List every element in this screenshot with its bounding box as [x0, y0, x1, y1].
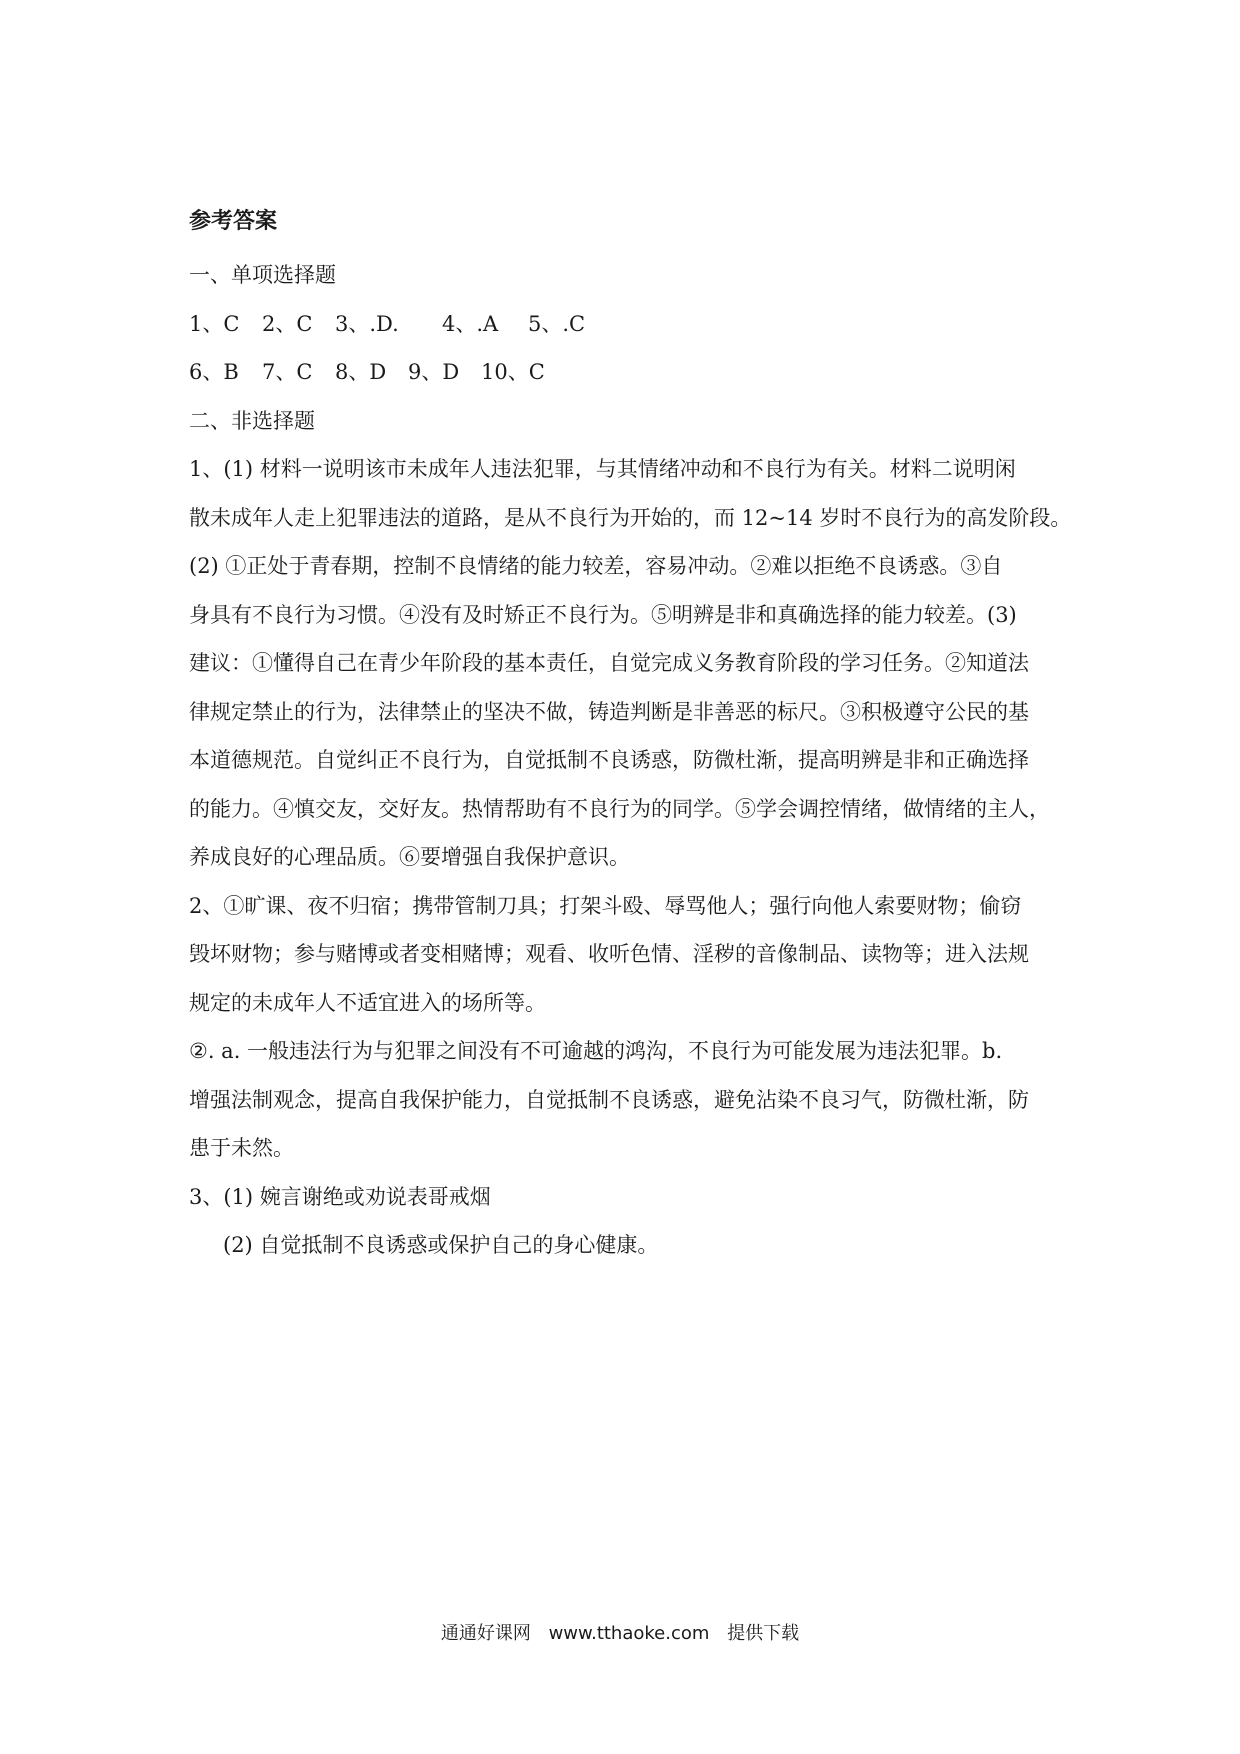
text-line: 的能力。④慎交友，交好友。热情帮助有不良行为的同学。⑤学会调控情绪，做情绪的主人，	[189, 796, 1050, 821]
text-line: 毁坏财物；参与赌博或者变相赌博；观看、收听色情、淫秽的音像制品、读物等；进入法规	[189, 942, 1029, 966]
answer-row-2	[189, 348, 1057, 397]
answer-item: 10、C	[481, 360, 545, 384]
question-3-part-2: (2) 自觉抵制不良诱惑或保护自己的身心健康。	[223, 1233, 659, 1257]
footer-url: www.tthaoke.com	[548, 1623, 710, 1644]
question-2a-answer	[189, 882, 1057, 1028]
text-line: ②. a. 一般违法行为与犯罪之间没有不可逾越的鸿沟，不良行为可能发展为违法犯罪。b.	[189, 1039, 1003, 1063]
footer-note: 提供下载	[727, 1623, 800, 1644]
section2-heading: 二、非选择题	[189, 408, 315, 433]
text-line: 建议：①懂得自己在青少年阶段的基本责任，自觉完成义务教育阶段的学习任务。②知道法	[189, 651, 1029, 675]
text-line: 养成良好的心理品质。⑥要增强自我保护意识。	[189, 845, 630, 869]
text-line: 患于未然。	[189, 1136, 294, 1160]
footer-site-name: 通通好课网	[440, 1623, 531, 1644]
page-title: 参考答案	[189, 208, 278, 234]
answer-item: 3、.D.	[335, 311, 399, 336]
answer-item: 8、D	[335, 360, 387, 384]
answer-item: 1、C	[189, 311, 240, 336]
text-line: 散未成年人走上犯罪违法的道路，是从不良行为开始的，而 12~14 岁时不良行为的高发阶段。	[189, 505, 1072, 530]
answer-item: 7、C	[262, 360, 313, 384]
text-line: 2、①旷课、夜不归宿；携带管制刀具；打架斗殴、辱骂他人；强行向他人索要财物；偷窃	[189, 893, 1022, 918]
answer-item: 9、D	[408, 360, 460, 384]
answer-row-1	[189, 300, 1057, 349]
text-line: (2) ①正处于青春期，控制不良情绪的能力较差，容易冲动。②难以拒绝不良诱惑。③自	[189, 554, 1003, 578]
question-3-part-1: 3、(1) 婉言谢绝或劝说表哥戒烟	[189, 1184, 491, 1209]
text-line: 规定的未成年人不适宜进入的场所等。	[189, 990, 546, 1015]
answer-item: 5、.C	[528, 311, 586, 336]
answer-item: 4、.A	[442, 311, 499, 336]
question-1-answer	[189, 445, 1072, 882]
question-2b-answer	[189, 1027, 1057, 1173]
text-line: 1、(1) 材料一说明该市未成年人违法犯罪，与其情绪冲动和不良行为有关。材料二说明闲	[189, 457, 1016, 481]
text-line: 增强法制观念，提高自我保护能力，自觉抵制不良诱惑，避免沾染不良习气，防微杜渐，防	[189, 1087, 1029, 1112]
answer-item: 2、C	[262, 311, 313, 336]
section1-heading: 一、单项选择题	[189, 263, 336, 287]
page-footer	[0, 1622, 1240, 1646]
text-line: 身具有不良行为习惯。④没有及时矫正不良行为。⑤明辨是非和真确选择的能力较差。(3)	[189, 602, 1017, 627]
answer-item: 6、B	[189, 360, 239, 384]
answer-content	[189, 206, 1072, 1270]
text-line: 律规定禁止的行为，法律禁止的坚决不做，铸造判断是非善恶的标尺。③积极遵守公民的基	[189, 699, 1029, 724]
text-line: 本道德规范。自觉纠正不良行为，自觉抵制不良诱惑，防微杜渐，提高明辨是非和正确选择	[189, 748, 1029, 772]
